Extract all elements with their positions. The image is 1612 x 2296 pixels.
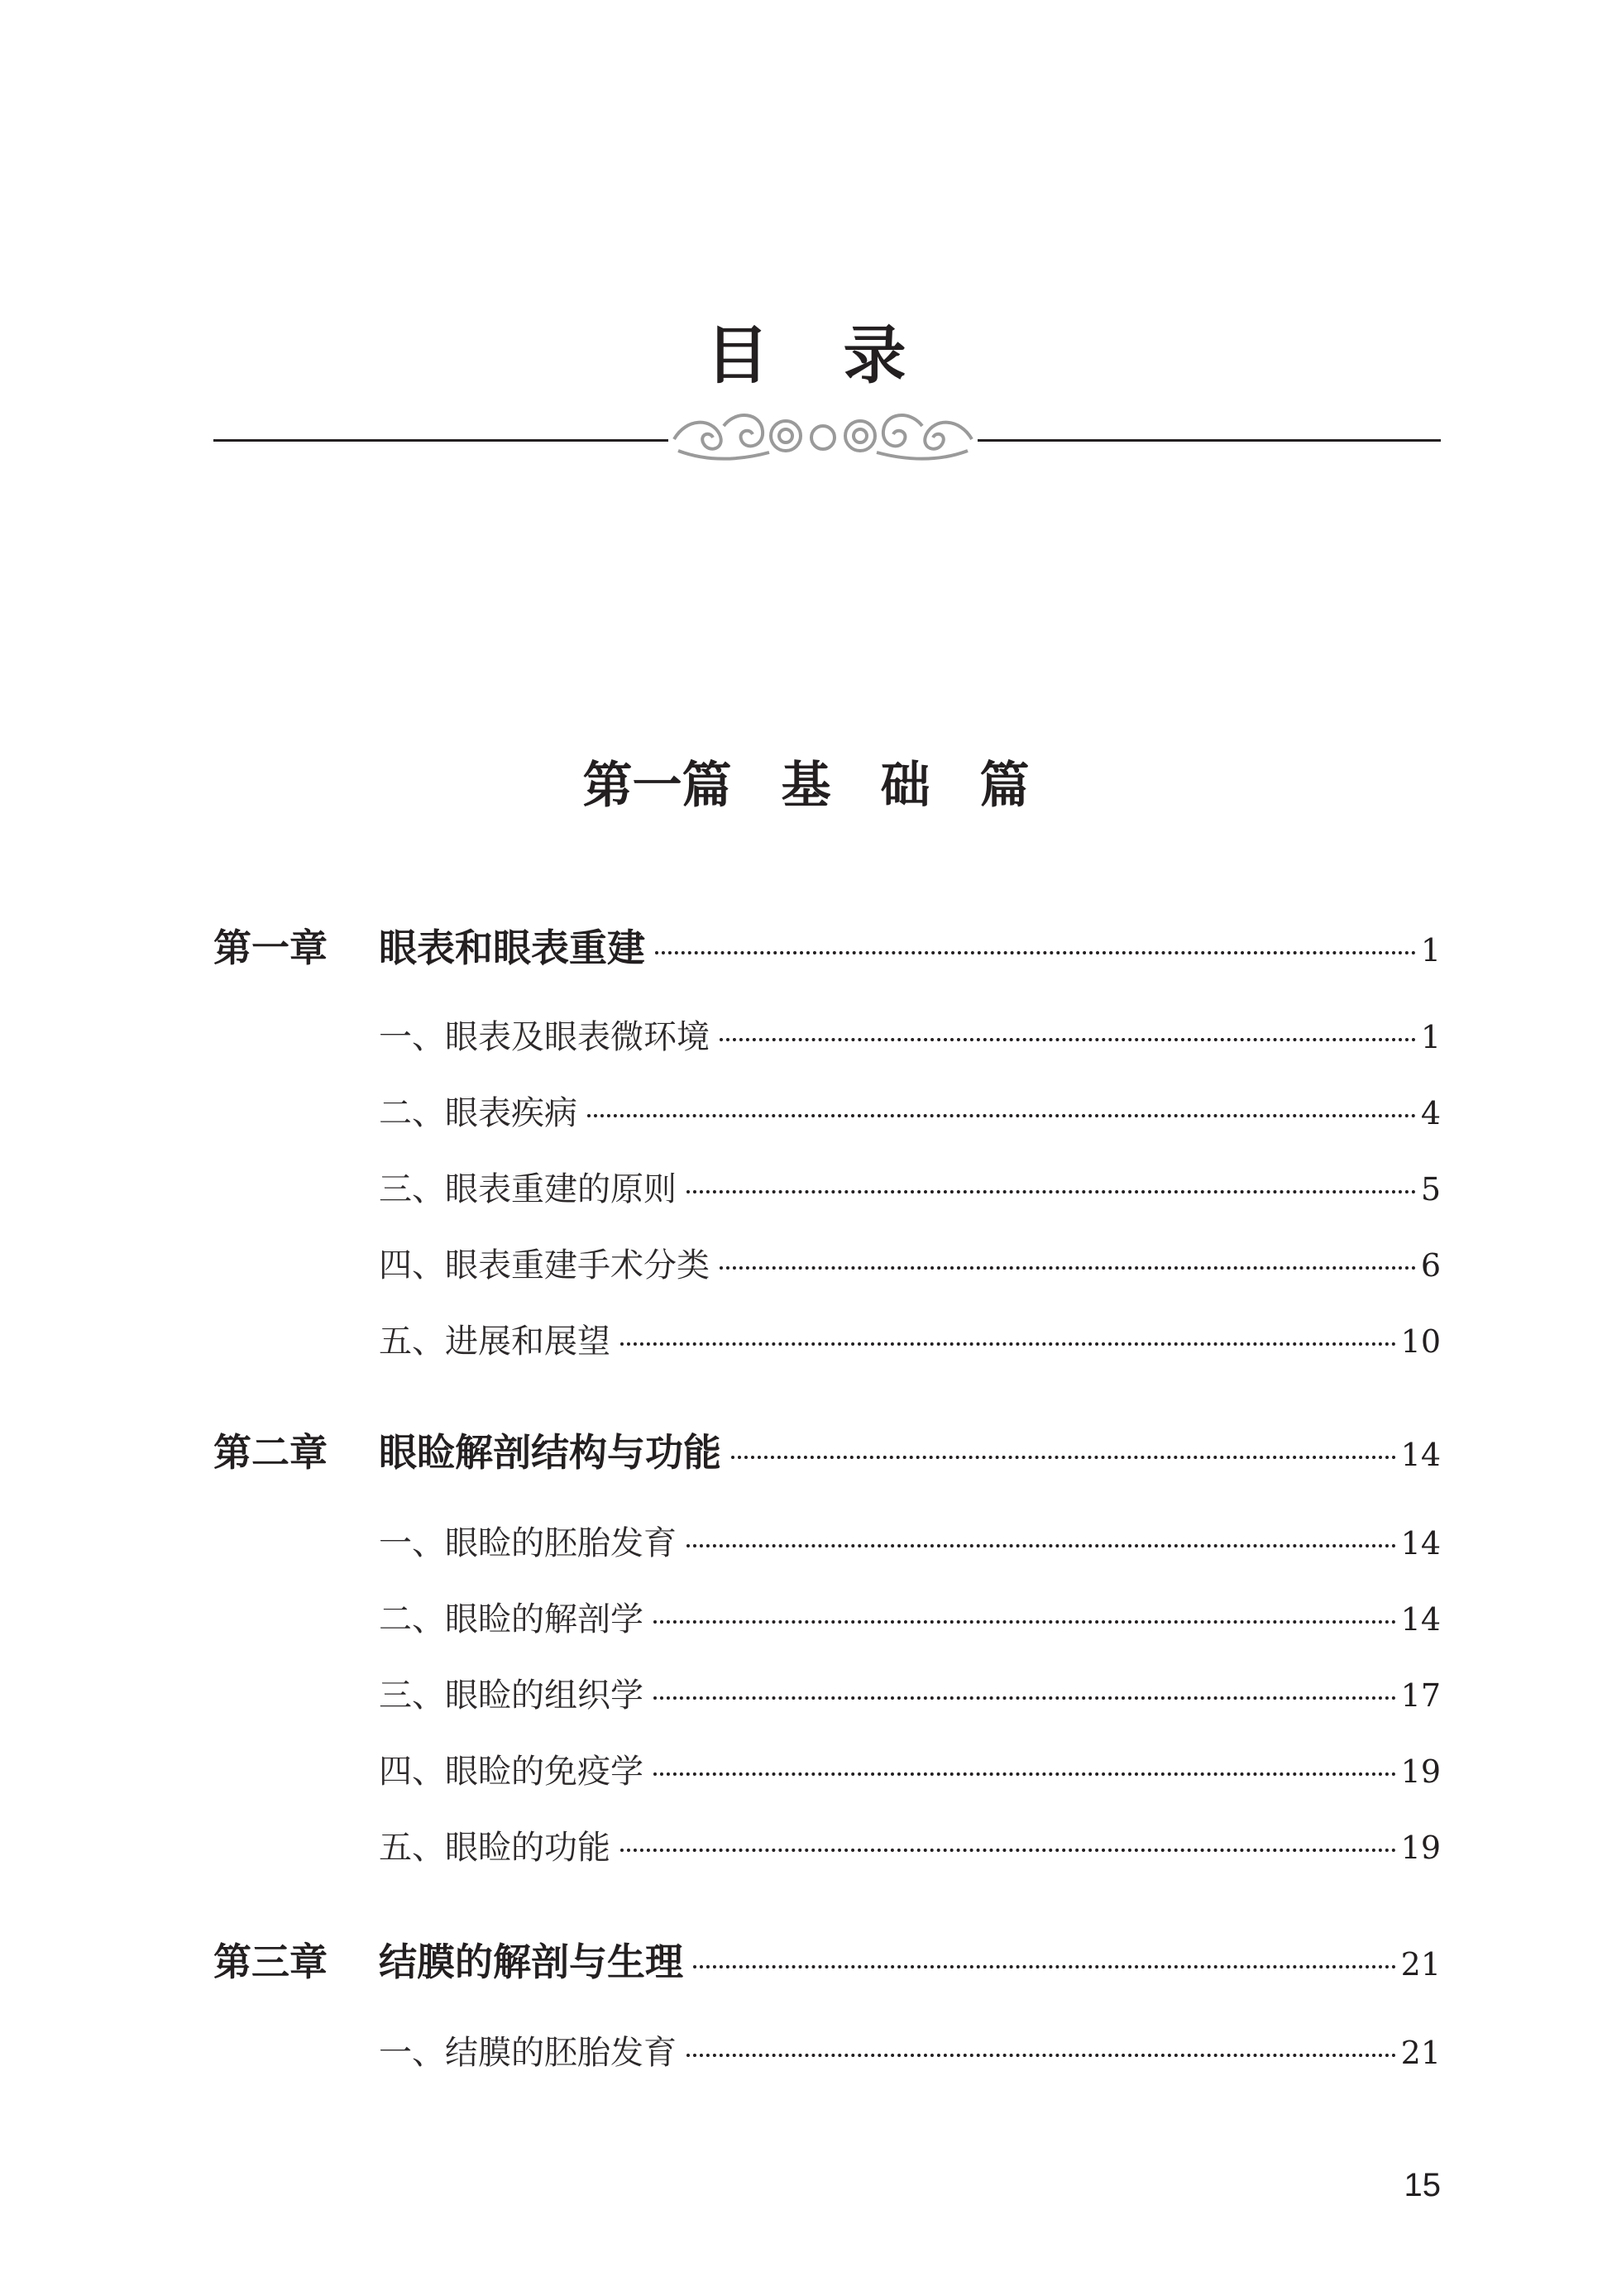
dot-leader bbox=[653, 1693, 1396, 1700]
toc-title: 目录 bbox=[706, 318, 981, 392]
toc-chapter-entry[interactable] bbox=[213, 1423, 1441, 1480]
entry-page-number: 19 bbox=[1400, 1753, 1441, 1790]
chapter-number: 第三章 bbox=[213, 1940, 328, 1984]
part-number: 第一篇 bbox=[582, 757, 732, 815]
dot-leader bbox=[655, 948, 1416, 954]
entry-page-number: 14 bbox=[1400, 1525, 1441, 1562]
section-title: 一、眼表及眼表微环境 bbox=[379, 1018, 710, 1056]
part-word: 篇 bbox=[979, 757, 1030, 815]
title-rule-right bbox=[978, 439, 1441, 442]
dot-leader bbox=[686, 1187, 1416, 1193]
dot-leader bbox=[720, 1263, 1416, 1270]
dot-leader bbox=[693, 1962, 1396, 1968]
section-title: 五、进展和展望 bbox=[379, 1323, 610, 1361]
dot-leader bbox=[653, 1617, 1396, 1624]
dot-leader bbox=[620, 1845, 1396, 1852]
entry-page-number: 10 bbox=[1400, 1323, 1441, 1360]
entry-page-number: 14 bbox=[1400, 1437, 1441, 1473]
scroll-ornament-icon bbox=[662, 401, 984, 467]
toc-chapter-entry[interactable] bbox=[213, 1932, 1441, 1990]
section-title: 三、眼睑的组织学 bbox=[379, 1677, 643, 1715]
section-title: 一、眼睑的胚胎发育 bbox=[379, 1524, 677, 1562]
section-title: 三、眼表重建的原则 bbox=[379, 1170, 677, 1208]
entry-page-number: 21 bbox=[1400, 1946, 1441, 1983]
dot-leader bbox=[731, 1452, 1396, 1459]
section-title: 二、眼睑的解剖学 bbox=[379, 1600, 643, 1638]
toc-section-entry[interactable] bbox=[213, 1163, 1441, 1221]
toc-section-entry[interactable] bbox=[213, 1239, 1441, 1297]
section-title: 二、眼表疾病 bbox=[379, 1094, 577, 1132]
entry-page-number: 1 bbox=[1420, 932, 1441, 969]
chapter-title: 结膜的解剖与生理 bbox=[379, 1940, 683, 1984]
section-title: 五、眼睑的功能 bbox=[379, 1829, 610, 1867]
toc-section-entry[interactable] bbox=[213, 1745, 1441, 1803]
entry-page-number: 17 bbox=[1400, 1677, 1441, 1714]
entry-page-number: 5 bbox=[1420, 1171, 1441, 1208]
entry-page-number: 6 bbox=[1420, 1247, 1441, 1284]
section-title: 四、眼睑的免疫学 bbox=[379, 1753, 643, 1791]
chapter-title: 眼表和眼表重建 bbox=[379, 926, 645, 970]
dot-leader bbox=[720, 1035, 1416, 1041]
toc-section-entry[interactable] bbox=[213, 1669, 1441, 1727]
dot-leader bbox=[587, 1111, 1416, 1117]
entry-page-number: 21 bbox=[1400, 2035, 1441, 2071]
toc-section-entry[interactable] bbox=[213, 1011, 1441, 1069]
toc-section-entry[interactable] bbox=[213, 1821, 1441, 1879]
part-word: 基 bbox=[781, 757, 831, 815]
section-title: 四、眼表重建手术分类 bbox=[379, 1246, 710, 1284]
part-word: 础 bbox=[880, 757, 930, 815]
page-number: 15 bbox=[1404, 2167, 1441, 2203]
dot-leader bbox=[686, 2050, 1396, 2057]
toc-section-entry[interactable] bbox=[213, 2026, 1441, 2084]
chapter-number: 第二章 bbox=[213, 1430, 328, 1475]
part-heading bbox=[0, 744, 1612, 827]
dot-leader bbox=[620, 1339, 1396, 1346]
entry-page-number: 19 bbox=[1400, 1830, 1441, 1866]
chapter-title: 眼睑解剖结构与功能 bbox=[379, 1430, 721, 1475]
entry-page-number: 14 bbox=[1400, 1601, 1441, 1638]
toc-section-entry[interactable] bbox=[213, 1087, 1441, 1145]
toc-section-entry[interactable] bbox=[213, 1315, 1441, 1373]
entry-page-number: 1 bbox=[1420, 1019, 1441, 1055]
dot-leader bbox=[653, 1769, 1396, 1776]
section-title: 一、结膜的胚胎发育 bbox=[379, 2034, 677, 2072]
entry-page-number: 4 bbox=[1420, 1095, 1441, 1131]
dot-leader bbox=[686, 1541, 1396, 1547]
chapter-number: 第一章 bbox=[213, 926, 328, 970]
toc-chapter-entry[interactable] bbox=[213, 918, 1441, 976]
toc-section-entry[interactable] bbox=[213, 1593, 1441, 1651]
title-rule-left bbox=[213, 439, 668, 442]
toc-section-entry[interactable] bbox=[213, 1517, 1441, 1575]
